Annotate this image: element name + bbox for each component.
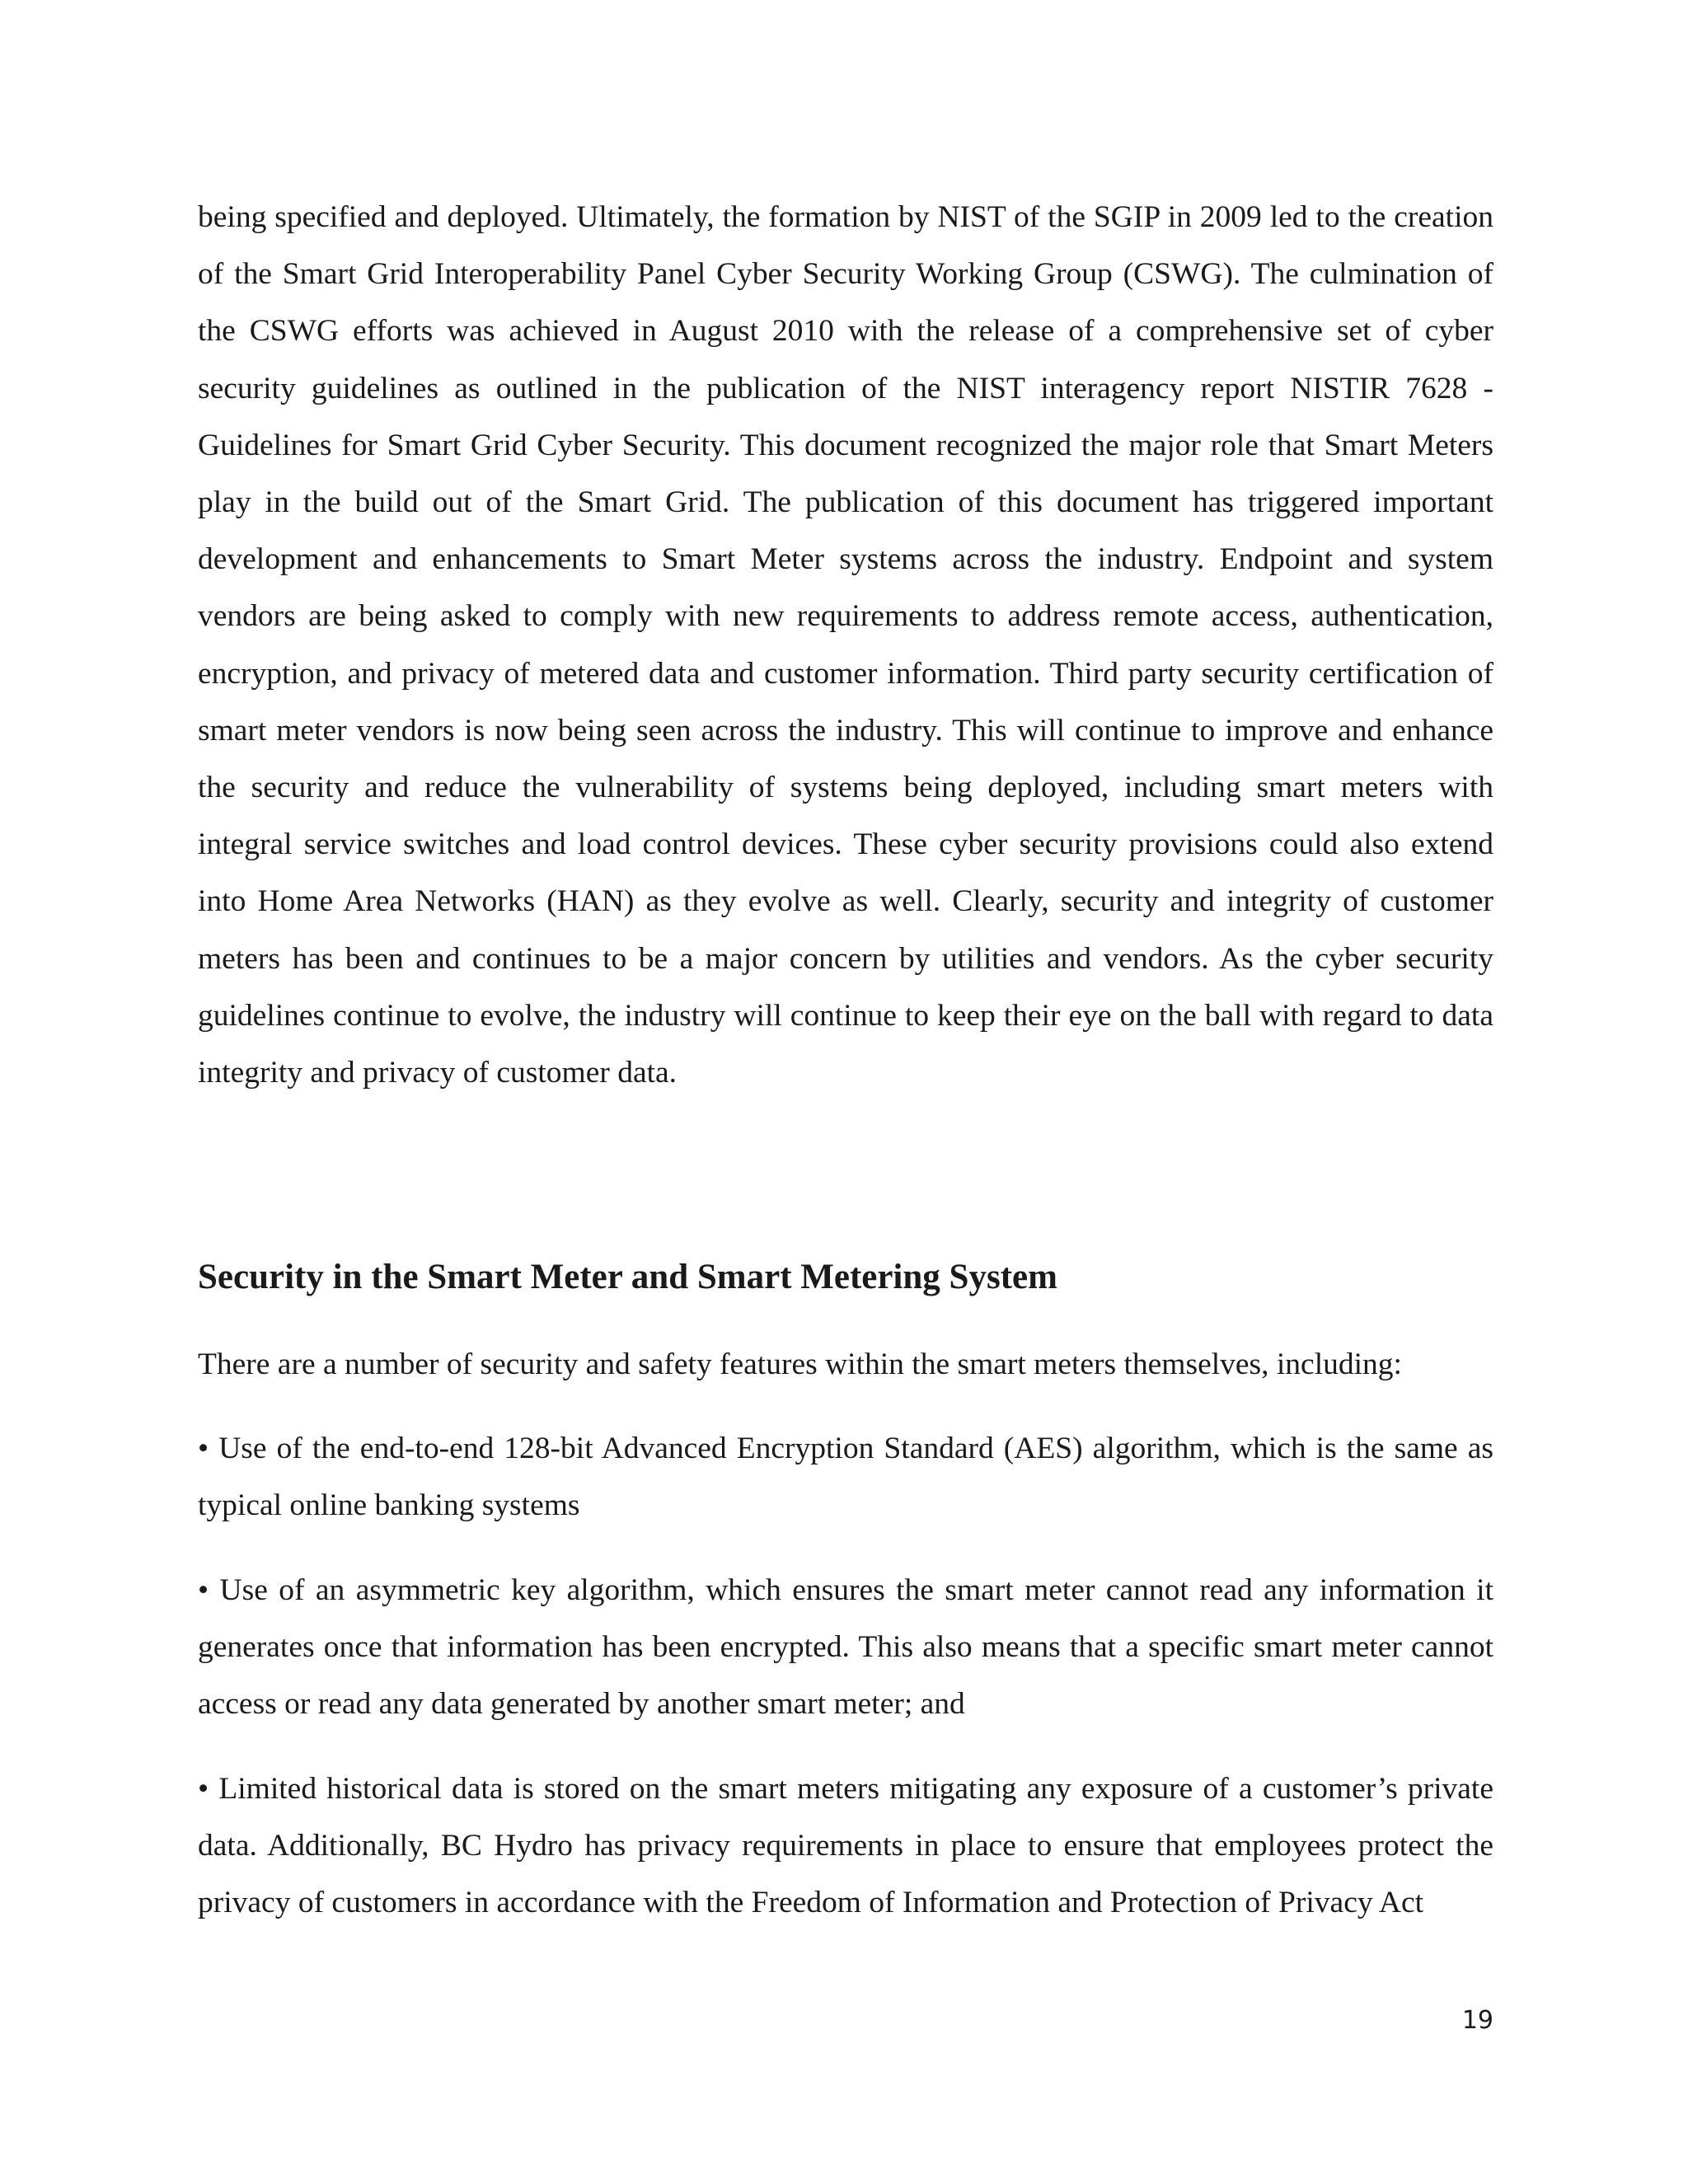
bullet-item-aes: • Use of the end-to-end 128-bit Advanced Encryption Standard (AES) algorithm, which is the same as typical online banking systems bbox=[198, 1432, 1493, 1523]
bullet-item-asymmetric-key: • Use of an asymmetric key algorithm, which ensures the smart meter cannot read any information it generates once that information has been encrypted. This also means that a specific smart meter cannot access or read any data generated by another smart meter; and bbox=[198, 1573, 1493, 1722]
page-number: 19 bbox=[1461, 2006, 1493, 2035]
intro-paragraph: being specified and deployed. Ultimately, the formation by NIST of the SGIP in 2009 led to the creation of the Smart Grid Interoperability Panel Cyber Security Working Group (CSWG). The culmination of the CSWG efforts was achieved in August 2010 with the release of a comprehensive set of cyber security guidelines as outlined in the publication of the NIST interagency report NISTIR 7628 - Guidelines for Smart Grid Cyber Security. This document recognized the major role that Smart Meters play in the build out of the Smart Grid. The publication of this document has triggered important development and enhancements to Smart Meter systems across the industry. Endpoint and system vendors are being asked to comply with new requirements to address remote access, authentication, encryption, and privacy of metered data and customer information. Third party security certification of smart meter vendors is now being seen across the industry. This will continue to improve and enhance the security and reduce the vulnerability of systems being deployed, including smart meters with integral service switches and load control devices. These cyber security provisions could also extend into Home Area Networks (HAN) as they evolve as well. Clearly, security and integrity of customer meters has been and continues to be a major concern by utilities and vendors. As the cyber security guidelines continue to evolve, the industry will continue to keep their eye on the ball with regard to data integrity and privacy of customer data. bbox=[198, 200, 1493, 1090]
lead-paragraph: There are a number of security and safety features within the smart meters themselves, including: bbox=[198, 1347, 1402, 1381]
bullet-item-limited-data: • Limited historical data is stored on the smart meters mitigating any exposure of a customer’s private data. Additionally, BC Hydro has privacy requirements in place to ensure that employees protect the privacy of customers in accordance with the Freedom of Information and Protection of Privacy Act bbox=[198, 1772, 1493, 1920]
section-heading: Security in the Smart Meter and Smart Metering System bbox=[198, 1258, 1057, 1296]
